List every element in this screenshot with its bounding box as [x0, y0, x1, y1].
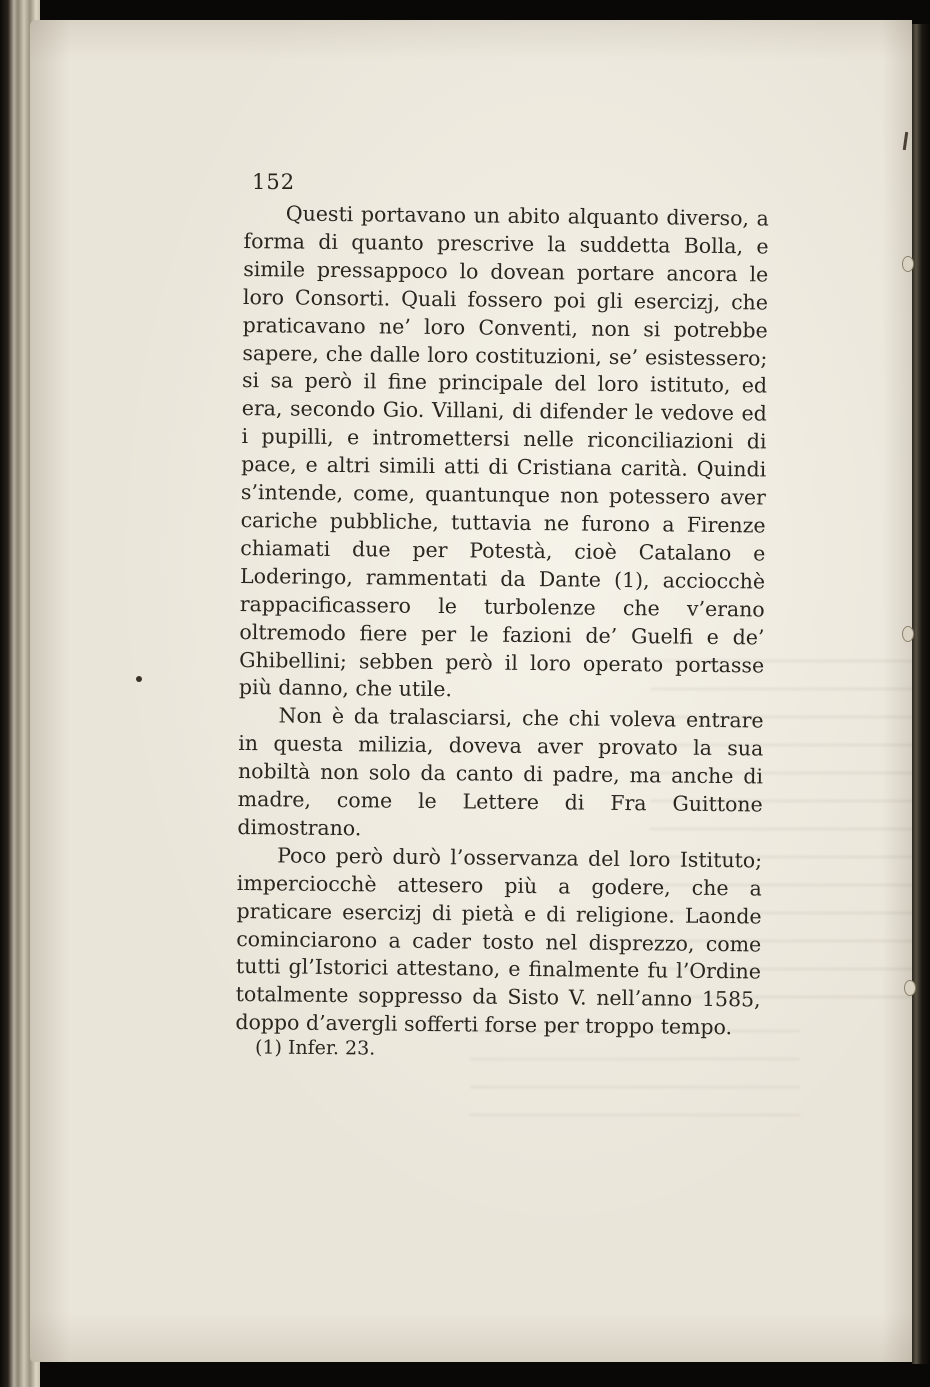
body-text	[235, 200, 769, 1043]
page-edge-nick	[902, 626, 914, 642]
page-number: 152	[252, 170, 296, 194]
paragraph-3: Poco però durò l’osservanza del loro Istituto; imperciocchè attesero più a godere, che a praticare esercizj di pietà e di religione. Laonde cominciarono a cader tosto nel disprezzo, come tutti gl’Istorici attestano, e finalmente fu l’Ordine totalmente soppresso da Sisto V. nell’anno 1585, doppo d’avergli sofferti forse per troppo tempo.	[235, 843, 763, 1040]
paragraph-2: Non è da tralasciarsi, che chi voleva entrare in questa milizia, doveva aver provato la sua nobiltà non solo da canto di padre, ma anche di madre, come le Lettere di Fra Guittone dimostrano.	[237, 703, 764, 841]
footnote: (1) Infer. 23.	[254, 1036, 376, 1060]
margin-ink-dot	[136, 676, 142, 682]
book-binding-edge	[912, 24, 930, 1364]
paragraph-1: Questi portavano un abito alquanto diverso, a forma di quanto prescrive la suddetta Bolla, e simile pressappoco lo dovean portare ancora le loro Consorti. Quali fossero poi gli esercizj, che praticavano ne’ loro Conventi, non si potrebbe sapere, che dalle loro costituzioni, se’ esistessero; si sa però il fine principale del loro istituto, ed era, secondo Gio. Villani, di difender le vedove ed i pupilli, e intromettersi nelle riconciliazioni di pace, e altri simili atti di Cristiana carità. Quindi s’intende, come, quantunque non potessero aver cariche pubbliche, tuttavia ne furono a Firenze chiamati due per Potestà, cioè Catalano e Loderingo, rammentati da Dante (1), acciocchè rappacificassero le turbolenze che v’erano oltremodo fiere per le fazioni de’ Guelfi e de’ Ghibellini; sebben però il loro operato portasse più danno, che utile.	[238, 201, 769, 702]
show-through-text-lower	[470, 1030, 800, 1140]
page-edge-nick	[902, 256, 914, 272]
margin-ink-mark	[903, 132, 908, 150]
page-edge-nick	[904, 980, 916, 996]
